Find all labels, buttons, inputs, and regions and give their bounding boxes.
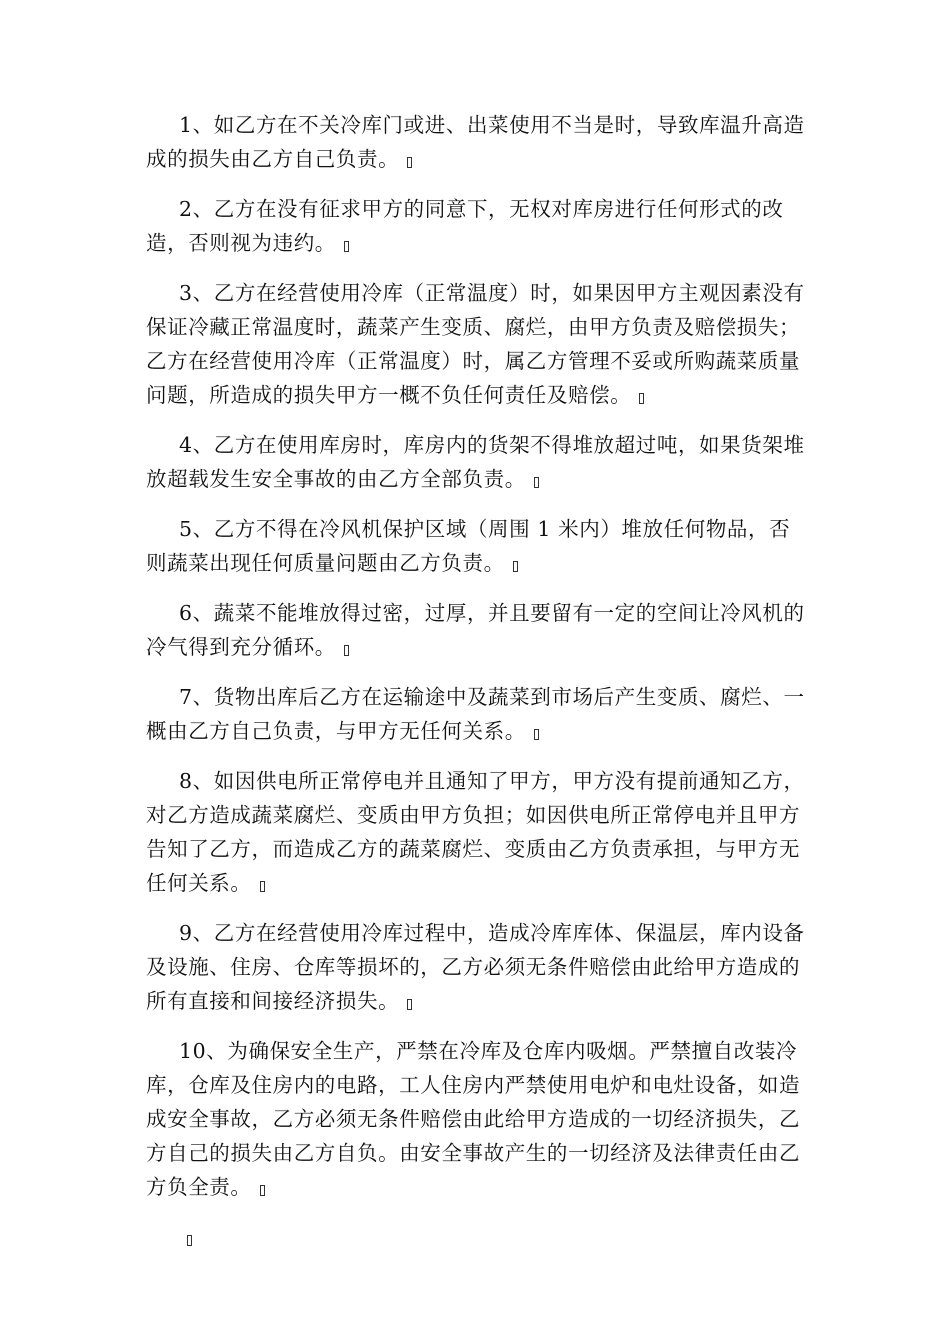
clause-7-text: 7、货物出库后乙方在运输途中及蔬菜到市场后产生变质、腐烂、一概由乙方自己负责，与甲方无任何关系。	[146, 685, 805, 743]
clause-8-text: 8、如因供电所正常停电并且通知了甲方，甲方没有提前通知乙方，对乙方造成蔬菜腐烂、变质由甲方负担；如因供电所正常停电并且甲方告知了乙方，而造成乙方的蔬菜腐烂、变质由乙方负责承担，与甲方无任何关系。	[146, 769, 805, 895]
clause-6	[146, 596, 806, 664]
clause-4	[146, 428, 806, 496]
clause-7	[146, 680, 806, 748]
paragraph-mark-icon	[513, 561, 518, 572]
paragraph-mark-icon	[260, 881, 265, 892]
paragraph-mark-icon	[534, 477, 539, 488]
paragraph-mark-icon	[639, 393, 644, 404]
paragraph-mark-icon	[534, 729, 539, 740]
clause-6-text: 6、蔬菜不能堆放得过密，过厚，并且要留有一定的空间让冷风机的冷气得到充分循环。	[146, 601, 805, 659]
clause-2	[146, 192, 806, 260]
clause-9-text: 9、乙方在经营使用冷库过程中，造成冷库库体、保温层，库内设备及设施、住房、仓库等损坏的，乙方必须无条件赔偿由此给甲方造成的所有直接和间接经济损失。	[146, 921, 805, 1013]
clause-3	[146, 276, 806, 412]
document-body	[146, 108, 806, 1254]
clause-2-text: 2、乙方在没有征求甲方的同意下，无权对库房进行任何形式的改造，否则视为违约。	[146, 197, 784, 255]
clause-5	[146, 512, 806, 580]
clause-4-text: 4、乙方在使用库房时，库房内的货架不得堆放超过吨，如果货架堆放超载发生安全事故的由乙方全部负责。	[146, 433, 805, 491]
clause-10-text: 10、为确保安全生产，严禁在冷库及仓库内吸烟。严禁擅自改装冷库，仓库及住房内的电路，工人住房内严禁使用电炉和电灶设备，如造成安全事故，乙方必须无条件赔偿由此给甲方造成的一切经济损失，乙方自己的损失由乙方自负。由安全事故产生的一切经济及法律责任由乙方负全责。	[146, 1039, 801, 1199]
clause-10	[146, 1034, 806, 1204]
clause-8	[146, 764, 806, 900]
clause-1	[146, 108, 806, 176]
paragraph-mark-icon	[407, 999, 412, 1010]
paragraph-mark-icon	[407, 157, 412, 168]
clause-5-text: 5、乙方不得在冷风机保护区域（周围 1 米内）堆放任何物品，否则蔬菜出现任何质量问题由乙方负责。	[146, 517, 791, 575]
paragraph-mark-icon	[344, 645, 349, 656]
paragraph-mark-icon	[260, 1185, 265, 1196]
empty-paragraph	[179, 1220, 806, 1254]
clause-9	[146, 916, 806, 1018]
paragraph-mark-icon	[187, 1235, 192, 1246]
clause-3-text: 3、乙方在经营使用冷库（正常温度）时，如果因甲方主观因素没有保证冷藏正常温度时，蔬菜产生变质、腐烂，由甲方负责及赔偿损失；乙方在经营使用冷库（正常温度）时，属乙方管理不妥或所购蔬菜质量问题，所造成的损失甲方一概不负任何责任及赔偿。	[146, 281, 805, 407]
paragraph-mark-icon	[344, 241, 349, 252]
clause-1-text: 1、如乙方在不关冷库门或进、出菜使用不当是时，导致库温升高造成的损失由乙方自己负责。	[146, 113, 805, 171]
